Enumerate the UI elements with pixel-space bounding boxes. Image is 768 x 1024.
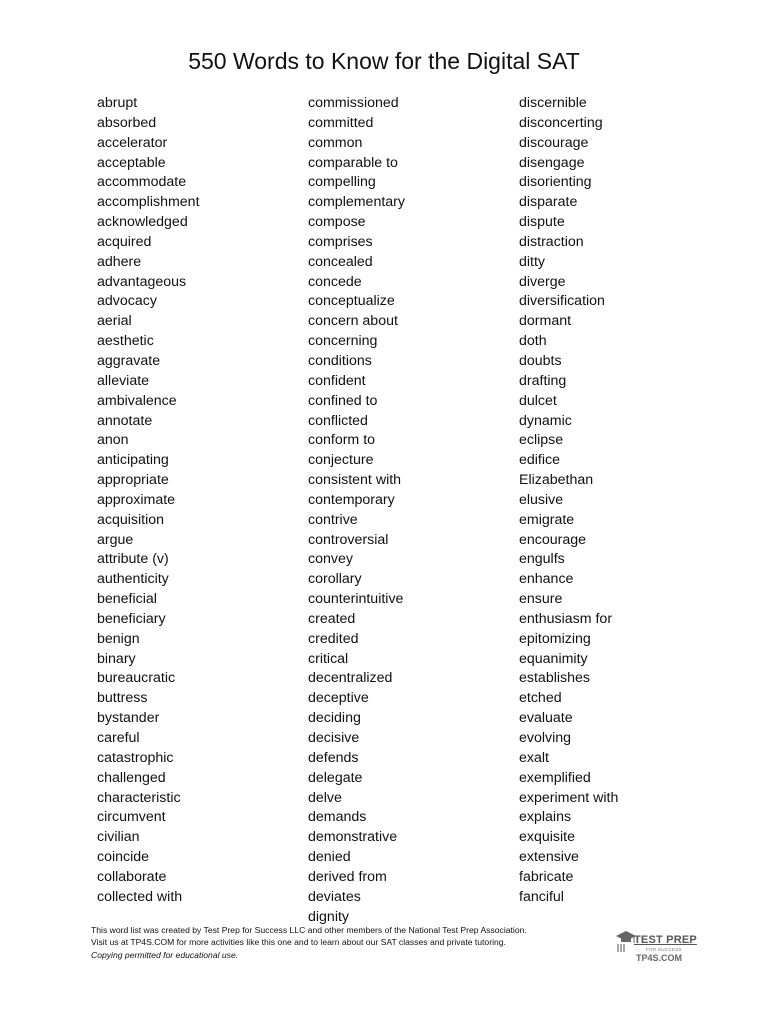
word-item: accelerator bbox=[97, 134, 168, 151]
word-item: acquired bbox=[97, 233, 152, 250]
word-item: critical bbox=[308, 650, 349, 667]
word-item: aesthetic bbox=[97, 333, 154, 350]
word-item: abrupt bbox=[97, 95, 138, 111]
footer-copyright-line: Copying permitted for educational use. bbox=[91, 949, 239, 960]
word-item: deceptive bbox=[308, 690, 369, 707]
word-item: consistent with bbox=[308, 472, 402, 489]
word-item: epitomizing bbox=[519, 630, 591, 647]
word-item: disconcerting bbox=[519, 114, 603, 131]
word-item: deciding bbox=[308, 710, 361, 727]
word-item: evolving bbox=[519, 730, 572, 746]
word-item: fabricate bbox=[519, 868, 574, 885]
word-item: ambivalence bbox=[97, 392, 177, 409]
word-item: aggravate bbox=[97, 352, 161, 369]
word-item: beneficial bbox=[97, 591, 157, 608]
word-item: acceptable bbox=[97, 154, 166, 171]
word-item: dignity bbox=[308, 908, 350, 925]
word-item: concealed bbox=[308, 253, 373, 270]
word-item: deviates bbox=[308, 888, 361, 905]
word-column-2 bbox=[308, 94, 518, 927]
logo-text-for-success: FOR SUCCESS bbox=[646, 947, 682, 952]
word-item: exalt bbox=[519, 749, 549, 766]
word-item: adhere bbox=[97, 253, 142, 270]
word-item: advantageous bbox=[97, 273, 187, 290]
word-item: Elizabethan bbox=[519, 472, 594, 489]
logo-text-website: TP4S.COM bbox=[636, 953, 683, 963]
word-item: credited bbox=[308, 630, 359, 647]
word-item: collaborate bbox=[97, 868, 167, 885]
word-item: committed bbox=[308, 114, 374, 131]
word-item: engulfs bbox=[519, 551, 565, 568]
word-item: drafting bbox=[519, 372, 567, 389]
word-item: exquisite bbox=[519, 829, 575, 846]
word-item: careful bbox=[97, 730, 140, 746]
word-item: commissioned bbox=[308, 95, 399, 111]
word-item: distraction bbox=[519, 233, 584, 250]
word-item: establishes bbox=[519, 670, 590, 687]
word-item: comprises bbox=[308, 233, 373, 250]
word-item: alleviate bbox=[97, 372, 150, 389]
word-item: benign bbox=[97, 630, 140, 647]
word-item: civilian bbox=[97, 829, 140, 846]
word-item: comparable to bbox=[308, 154, 398, 171]
footer-credit-line: This word list was created by Test Prep for Success LLC and other members of the National Test Prep Association. bbox=[91, 925, 527, 935]
word-item: evaluate bbox=[519, 710, 573, 727]
word-item: circumvent bbox=[97, 809, 166, 826]
word-item: dispute bbox=[519, 214, 565, 231]
word-item: confident bbox=[308, 372, 366, 389]
word-item: doth bbox=[519, 333, 547, 350]
word-item: conditions bbox=[308, 352, 372, 369]
word-item: ditty bbox=[519, 253, 546, 270]
word-item: created bbox=[308, 610, 356, 627]
word-item: dulcet bbox=[519, 392, 557, 409]
word-item: anticipating bbox=[97, 452, 169, 469]
word-item: dormant bbox=[519, 313, 572, 330]
word-item: concerning bbox=[308, 333, 378, 350]
word-item: discourage bbox=[519, 134, 589, 151]
word-item: bureaucratic bbox=[97, 670, 176, 687]
word-item: annotate bbox=[97, 412, 153, 429]
word-item: disorienting bbox=[519, 174, 592, 191]
word-item: defends bbox=[308, 749, 359, 766]
word-item: catastrophic bbox=[97, 749, 174, 766]
word-item: ensure bbox=[519, 591, 563, 608]
word-item: decisive bbox=[308, 730, 360, 746]
word-item: appropriate bbox=[97, 472, 169, 489]
word-item: fanciful bbox=[519, 888, 564, 905]
word-item: conflicted bbox=[308, 412, 368, 429]
word-item: concern about bbox=[308, 313, 398, 330]
word-item: doubts bbox=[519, 352, 562, 369]
word-item: demonstrative bbox=[308, 829, 398, 846]
word-item: absorbed bbox=[97, 114, 157, 131]
word-item: aerial bbox=[97, 313, 132, 330]
word-item: accomplishment bbox=[97, 194, 200, 211]
word-item: beneficiary bbox=[97, 610, 166, 627]
word-item: compelling bbox=[308, 174, 376, 191]
word-item: challenged bbox=[97, 769, 166, 786]
word-item: argue bbox=[97, 531, 134, 548]
word-item: corollary bbox=[308, 571, 362, 588]
word-item: characteristic bbox=[97, 789, 181, 806]
word-item: diverge bbox=[519, 273, 566, 290]
word-item: exemplified bbox=[519, 769, 591, 786]
word-item: demands bbox=[308, 809, 367, 826]
word-item: emigrate bbox=[519, 511, 575, 528]
word-item: eclipse bbox=[519, 432, 564, 449]
word-item: approximate bbox=[97, 491, 176, 508]
word-item: confined to bbox=[308, 392, 378, 409]
footer-note bbox=[91, 924, 611, 961]
word-item: derived from bbox=[308, 868, 387, 885]
word-item: elusive bbox=[519, 491, 564, 508]
word-item: acquisition bbox=[97, 511, 165, 528]
word-item: acknowledged bbox=[97, 214, 188, 231]
word-item: common bbox=[308, 134, 363, 151]
word-item: convey bbox=[308, 551, 353, 568]
word-item: equanimity bbox=[519, 650, 588, 667]
word-item: conjecture bbox=[308, 452, 374, 469]
word-column-1 bbox=[97, 94, 307, 908]
word-item: authenticity bbox=[97, 571, 169, 588]
word-item: disengage bbox=[519, 154, 585, 171]
word-item: bystander bbox=[97, 710, 160, 727]
word-item: denied bbox=[308, 849, 351, 866]
word-item: diversification bbox=[519, 293, 605, 310]
word-item: binary bbox=[97, 650, 136, 667]
footer-visit-line: Visit us at TP4S.COM for more activities like this one and to learn about our SAT classes and private tutoring. bbox=[91, 937, 506, 948]
word-item: discernible bbox=[519, 95, 587, 111]
word-item: counterintuitive bbox=[308, 591, 404, 608]
word-columns bbox=[0, 94, 768, 924]
graduation-cap-icon bbox=[614, 928, 636, 954]
word-item: encourage bbox=[519, 531, 587, 548]
word-item: collected with bbox=[97, 888, 183, 905]
word-item: etched bbox=[519, 690, 562, 707]
word-item: enhance bbox=[519, 571, 574, 588]
word-item: advocacy bbox=[97, 293, 157, 310]
word-item: explains bbox=[519, 809, 572, 826]
word-item: controversial bbox=[308, 531, 389, 548]
tp4s-logo bbox=[612, 926, 697, 970]
word-item: attribute (v) bbox=[97, 551, 169, 568]
word-item: accommodate bbox=[97, 174, 187, 191]
word-item: conform to bbox=[308, 432, 376, 449]
word-item: experiment with bbox=[519, 789, 619, 806]
page-title: 550 Words to Know for the Digital SAT bbox=[188, 48, 580, 74]
word-item: buttress bbox=[97, 690, 148, 707]
word-item: delve bbox=[308, 789, 342, 806]
word-item: contrive bbox=[308, 511, 358, 528]
word-item: anon bbox=[97, 432, 129, 449]
word-item: concede bbox=[308, 273, 362, 290]
word-item: extensive bbox=[519, 849, 579, 866]
word-item: edifice bbox=[519, 452, 561, 469]
logo-text-test-prep: TEST PREP bbox=[634, 934, 697, 946]
word-item: conceptualize bbox=[308, 293, 395, 310]
word-column-3 bbox=[519, 94, 729, 908]
word-item: decentralized bbox=[308, 670, 393, 687]
word-item: enthusiasm for bbox=[519, 610, 613, 627]
word-item: compose bbox=[308, 214, 366, 231]
word-item: disparate bbox=[519, 194, 578, 211]
word-item: dynamic bbox=[519, 412, 572, 429]
word-item: contemporary bbox=[308, 491, 395, 508]
word-item: complementary bbox=[308, 194, 405, 211]
word-item: delegate bbox=[308, 769, 363, 786]
word-item: coincide bbox=[97, 849, 150, 866]
